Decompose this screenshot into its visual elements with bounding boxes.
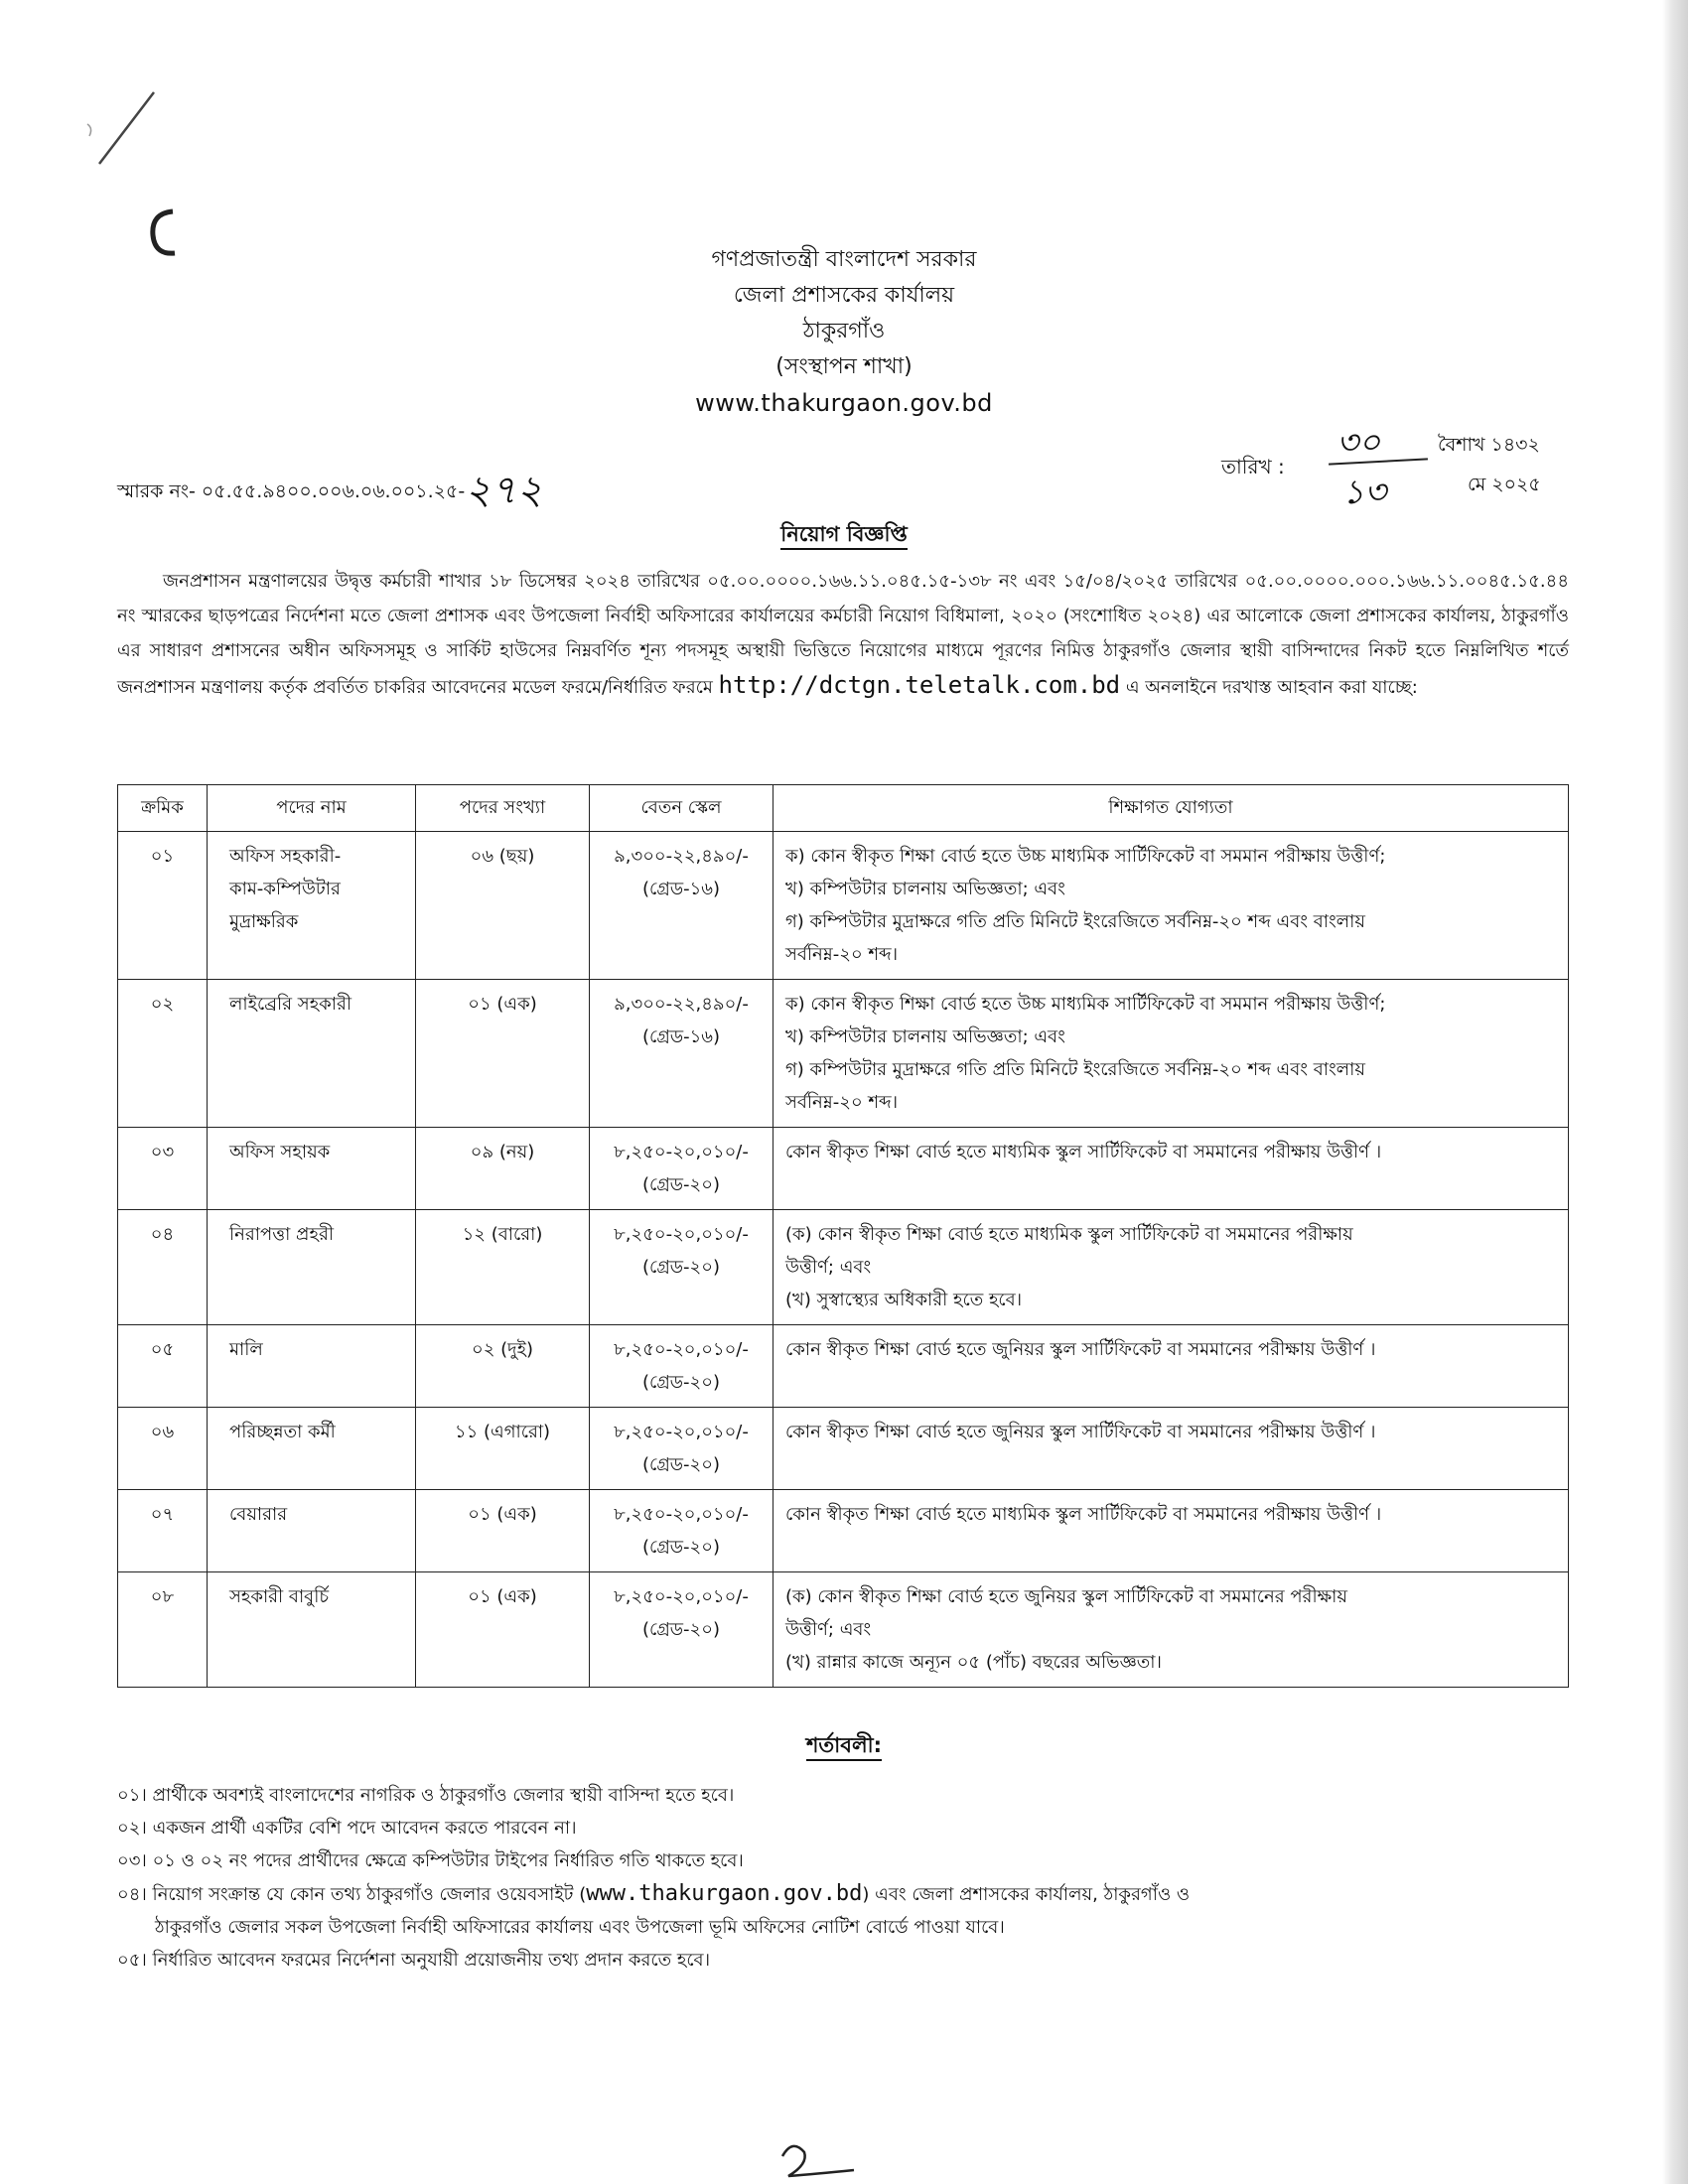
qualification-cell-line: উত্তীর্ণ; এবং bbox=[785, 1257, 872, 1278]
qualification-cell-line: কোন স্বীকৃত শিক্ষা বোর্ড হতে জুনিয়র স্কুল সার্টিফিকেট বা সমমানের পরীক্ষায় উত্তীর্ণ । bbox=[785, 1339, 1376, 1360]
pen-stroke-mark bbox=[79, 84, 169, 184]
pay-scale-cell-line: ৮,২৫০-২০,০১০/- bbox=[614, 1586, 749, 1607]
office-name: জেলা প্রশাসকের কার্যালয় bbox=[733, 283, 955, 308]
pay-scale-cell bbox=[590, 1408, 774, 1490]
pay-scale-cell-line: ৮,২৫০-২০,০১০/- bbox=[614, 1504, 749, 1525]
pay-scale-cell-line: (গ্রেড-২০) bbox=[642, 1454, 720, 1475]
serial-cell bbox=[118, 1325, 208, 1408]
table-header-row bbox=[118, 785, 1569, 832]
header-qualification: শিক্ষাগত যোগ্যতা bbox=[774, 785, 1569, 832]
signature-mark bbox=[774, 2134, 864, 2184]
table-row bbox=[118, 1128, 1569, 1210]
header-serial: ক্রমিক bbox=[118, 785, 208, 832]
qualification-cell bbox=[774, 1490, 1569, 1572]
conditions-title-text: শর্তাবলী: bbox=[806, 1733, 882, 1761]
qualification-cell-line: (ক) কোন স্বীকৃত শিক্ষা বোর্ড হতে জুনিয়র স্কুল সার্টিফিকেট বা সমমানের পরীক্ষায় bbox=[785, 1586, 1348, 1607]
post-count-cell-text: ১১ (এগারো) bbox=[454, 1422, 551, 1442]
qualification-cell-line: খ) কম্পিউটার চালনায় অভিজ্ঞতা; এবং bbox=[785, 879, 1065, 899]
serial-cell bbox=[118, 1210, 208, 1325]
pay-scale-cell-line: ৮,২৫০-২০,০১০/- bbox=[614, 1224, 749, 1245]
qualification-cell-line: (খ) সুস্বাস্থ্যের অধিকারী হতে হবে। bbox=[785, 1290, 1023, 1310]
serial-cell bbox=[118, 1572, 208, 1688]
district-name: ঠাকুরগাঁও bbox=[802, 319, 886, 343]
qualification-cell bbox=[774, 980, 1569, 1128]
post-count-cell-text: ০১ (এক) bbox=[468, 1504, 537, 1525]
memo-label: স্মারক নং- ০৫.৫৫.৯৪০০.০০৬.০৬.০০১.২৫- bbox=[117, 480, 466, 502]
qualification-cell bbox=[774, 1325, 1569, 1408]
government-name: গণপ্রজাতন্ত্রী বাংলাদেশ সরকার bbox=[711, 247, 977, 272]
post-name-cell-line: পরিচ্ছন্নতা কর্মী bbox=[229, 1422, 336, 1442]
post-count-cell bbox=[416, 1408, 590, 1490]
condition-item: ০২। একজন প্রার্থী একটির বেশি পদে আবেদন করতে পারবেন না। bbox=[117, 1818, 577, 1839]
qualification-cell-line: গ) কম্পিউটার মুদ্রাক্ষরে গতি প্রতি মিনিটে ইংরেজিতে সর্বনিম্ন-২০ শব্দ এবং বাংলায় bbox=[785, 911, 1365, 932]
qualification-cell-line: গ) কম্পিউটার মুদ্রাক্ষরে গতি প্রতি মিনিটে ইংরেজিতে সর্বনিম্ন-২০ শব্দ এবং বাংলায় bbox=[785, 1059, 1365, 1080]
notice-title bbox=[0, 518, 1688, 553]
intro-text-end: এ অনলাইনে দরখাস্ত আহবান করা যাচ্ছে: bbox=[1120, 677, 1418, 698]
pay-scale-cell bbox=[590, 832, 774, 980]
qualification-cell bbox=[774, 832, 1569, 980]
pay-scale-cell bbox=[590, 1572, 774, 1688]
pay-scale-cell-line: (গ্রেড-১৬) bbox=[642, 879, 720, 899]
pay-scale-cell-line: ৮,২৫০-২০,০১০/- bbox=[614, 1339, 749, 1360]
header-scale: বেতন স্কেল bbox=[590, 785, 774, 832]
condition-item: ০৫। নির্ধারিত আবেদন ফরমের নির্দেশনা অনুযায়ী প্রয়োজনীয় তথ্য প্রদান করতে হবে। bbox=[117, 1950, 711, 1971]
serial-cell-text: ০৮ bbox=[150, 1586, 175, 1607]
pay-scale-cell-line: (গ্রেড-১৬) bbox=[642, 1026, 720, 1047]
post-name-cell bbox=[208, 1490, 416, 1572]
table-row bbox=[118, 1325, 1569, 1408]
post-count-cell bbox=[416, 1572, 590, 1688]
pay-scale-cell-line: (গ্রেড-২০) bbox=[642, 1372, 720, 1393]
serial-cell bbox=[118, 1128, 208, 1210]
serial-cell bbox=[118, 1408, 208, 1490]
pay-scale-cell bbox=[590, 1325, 774, 1408]
qualification-cell-line: (ক) কোন স্বীকৃত শিক্ষা বোর্ড হতে মাধ্যমিক স্কুল সার্টিফিকেট বা সমমানের পরীক্ষায় bbox=[785, 1224, 1353, 1245]
post-name-cell-line: মালি bbox=[229, 1339, 263, 1360]
serial-cell bbox=[118, 980, 208, 1128]
post-count-cell bbox=[416, 1325, 590, 1408]
serial-cell-text: ০৪ bbox=[150, 1224, 175, 1245]
post-name-cell-line: লাইব্রেরি সহকারী bbox=[229, 994, 352, 1015]
pay-scale-cell-line: ৯,৩০০-২২,৪৯০/- bbox=[614, 846, 749, 867]
pay-scale-cell bbox=[590, 1210, 774, 1325]
date-block bbox=[1329, 417, 1567, 512]
table-row bbox=[118, 1572, 1569, 1688]
condition-item-continuation: ঠাকুরগাঁও জেলার সকল উপজেলা নির্বাহী অফিসারের কার্যালয় এবং উপজেলা ভূমি অফিসের নোটিশ বোর্ডে পাওয়া যাবে। bbox=[155, 1917, 1005, 1938]
post-name-cell bbox=[208, 1325, 416, 1408]
header-count: পদের সংখ্যা bbox=[416, 785, 590, 832]
qualification-cell bbox=[774, 1408, 1569, 1490]
qualification-cell bbox=[774, 1128, 1569, 1210]
office-website[interactable]: www.thakurgaon.gov.bd bbox=[695, 389, 993, 417]
header-post: পদের নাম bbox=[208, 785, 416, 832]
qualification-cell bbox=[774, 1572, 1569, 1688]
memo-handwritten-number: ২৭২ bbox=[465, 468, 543, 513]
conditions-list bbox=[117, 1779, 1569, 1977]
post-name-cell-line: নিরাপত্তা প্রহরী bbox=[229, 1224, 334, 1245]
qualification-cell-line: কোন স্বীকৃত শিক্ষা বোর্ড হতে মাধ্যমিক স্কুল সার্টিফিকেট বা সমমানের পরীক্ষায় উত্তীর্ণ । bbox=[785, 1142, 1382, 1162]
post-name-cell bbox=[208, 1128, 416, 1210]
qualification-cell-line: ক) কোন স্বীকৃত শিক্ষা বোর্ড হতে উচ্চ মাধ্যমিক সার্টিফিকেট বা সমমান পরীক্ষায় উত্তীর্ণ; bbox=[785, 994, 1386, 1015]
notice-title-text: নিয়োগ বিজ্ঞপ্তি bbox=[780, 522, 908, 550]
post-name-cell-line: মুদ্রাক্ষরিক bbox=[229, 911, 299, 932]
post-count-cell bbox=[416, 1210, 590, 1325]
post-count-cell-text: ০১ (এক) bbox=[468, 994, 537, 1015]
vacancy-table bbox=[117, 784, 1569, 1688]
post-count-cell-text: ১২ (বারো) bbox=[462, 1224, 543, 1245]
post-name-cell bbox=[208, 1210, 416, 1325]
post-count-cell-text: ০৬ (ছয়) bbox=[470, 846, 535, 867]
condition-4-text-end: ) এবং জেলা প্রশাসকের কার্যালয়, ঠাকুরগাঁও ও bbox=[862, 1884, 1191, 1905]
qualification-cell-line: কোন স্বীকৃত শিক্ষা বোর্ড হতে জুনিয়র স্কুল সার্টিফিকেট বা সমমানের পরীক্ষায় উত্তীর্ণ । bbox=[785, 1422, 1376, 1442]
intro-text: জনপ্রশাসন মন্ত্রণালয়ের উদ্বৃত্ত কর্মচারী শাখার ১৮ ডিসেম্বর ২০২৪ তারিখের ০৫.০০.০০০০.১৬৬.১১.০৪৫.১৫-১৩৮ নং এবং ১৫/০৪/২০২৫ তারিখের ০৫.০০.০০০০.০০০.১৬৬.১১.০০৪৫.১৫.৪৪ নং স্মারকের ছাড়পত্রের নির্দেশনা মতে জেলা প্রশাসক এবং উপজেলা নির্বাহী অফিসারের কার্যালয়ের কর্মচারী নিয়োগ বিধিমালা, ২০২০ (সংশোধিত ২০২৪) এর আলোকে জেলা প্রশাসকের কার্যালয়, ঠাকুরগাঁও এর সাধারণ প্রশাসনের অধীন অফিসসমূহ ও সার্কিট হাউসের নিম্নবর্ণিত শূন্য পদসমূহ অস্থায়ী ভিত্তিতে নিয়োগের মাধ্যমে পূরণের নিমিত্ত ঠাকুরগাঁও জেলার স্থায়ী বাসিন্দাদের নিকট হতে নিম্নলিখিত শর্তে জনপ্রশাসন মন্ত্রণালয় কর্তৃক প্রবর্তিত চাকরির আবেদনের মডেল ফরমে/নির্ধারিত ফরমে bbox=[117, 571, 1569, 698]
english-month-year: মে ২০২৫ bbox=[1468, 474, 1541, 495]
qualification-cell-line: (খ) রান্নার কাজে অন্যূন ০৫ (পাঁচ) বছরের অভিজ্ঞতা। bbox=[785, 1652, 1162, 1673]
pay-scale-cell bbox=[590, 980, 774, 1128]
post-count-cell-text: ০২ (দুই) bbox=[472, 1339, 533, 1360]
post-name-cell-line: অফিস সহকারী- bbox=[229, 846, 342, 867]
district-website-link[interactable]: www.thakurgaon.gov.bd bbox=[586, 1881, 863, 1906]
condition-item: ০১। প্রার্থীকে অবশ্যই বাংলাদেশের নাগরিক ও ঠাকুরগাঁও জেলার স্থায়ী বাসিন্দা হতে হবে। bbox=[117, 1785, 735, 1806]
table-row bbox=[118, 1408, 1569, 1490]
memo-number bbox=[117, 459, 542, 525]
application-url[interactable]: http://dctgn.teletalk.com.bd bbox=[718, 671, 1121, 699]
english-day: ১৩ bbox=[1342, 473, 1387, 512]
post-count-cell bbox=[416, 1490, 590, 1572]
post-name-cell-line: কাম-কম্পিউটার bbox=[229, 879, 341, 899]
pay-scale-cell-line: (গ্রেড-২০) bbox=[642, 1257, 720, 1278]
qualification-cell-line: কোন স্বীকৃত শিক্ষা বোর্ড হতে মাধ্যমিক স্কুল সার্টিফিকেট বা সমমানের পরীক্ষায় উত্তীর্ণ । bbox=[785, 1504, 1382, 1525]
qualification-cell-line: খ) কম্পিউটার চালনায় অভিজ্ঞতা; এবং bbox=[785, 1026, 1065, 1047]
serial-cell bbox=[118, 1490, 208, 1572]
table-row bbox=[118, 1210, 1569, 1325]
qualification-cell bbox=[774, 1210, 1569, 1325]
conditions-title bbox=[0, 1729, 1688, 1764]
post-name-cell bbox=[208, 1408, 416, 1490]
serial-cell-text: ০১ bbox=[150, 846, 175, 867]
pay-scale-cell-line: ৯,৩০০-২২,৪৯০/- bbox=[614, 994, 749, 1015]
post-count-cell-text: ০৯ (নয়) bbox=[470, 1142, 535, 1162]
qualification-cell-line: সর্বনিম্ন-২০ শব্দ। bbox=[785, 1092, 899, 1113]
table-row bbox=[118, 832, 1569, 980]
table-row bbox=[118, 980, 1569, 1128]
pay-scale-cell-line: ৮,২৫০-২০,০১০/- bbox=[614, 1422, 749, 1442]
qualification-cell-line: সর্বনিম্ন-২০ শব্দ। bbox=[785, 944, 899, 965]
condition-4-text: ০৪। নিয়োগ সংক্রান্ত যে কোন তথ্য ঠাকুরগাঁও জেলার ওয়েবসাইট ( bbox=[117, 1884, 587, 1905]
pay-scale-cell-line: ৮,২৫০-২০,০১০/- bbox=[614, 1142, 749, 1162]
bengali-day: ৩০ bbox=[1336, 423, 1381, 463]
pay-scale-cell-line: (গ্রেড-২০) bbox=[642, 1174, 720, 1195]
serial-cell-text: ০৫ bbox=[150, 1339, 175, 1360]
serial-cell-text: ০৭ bbox=[150, 1504, 175, 1525]
post-count-cell bbox=[416, 832, 590, 980]
post-name-cell-line: অফিস সহায়ক bbox=[229, 1142, 331, 1162]
serial-cell-text: ০২ bbox=[150, 994, 175, 1015]
serial-cell bbox=[118, 832, 208, 980]
post-name-cell-line: সহকারী বাবুর্চি bbox=[229, 1586, 330, 1607]
pay-scale-cell bbox=[590, 1128, 774, 1210]
serial-cell-text: ০৬ bbox=[150, 1422, 175, 1442]
post-count-cell bbox=[416, 1128, 590, 1210]
pay-scale-cell bbox=[590, 1490, 774, 1572]
condition-item bbox=[117, 1877, 1569, 1911]
intro-paragraph bbox=[117, 564, 1569, 705]
date-label: তারিখ : bbox=[1221, 455, 1285, 478]
section-name: (সংস্থাপন শাখা) bbox=[775, 354, 913, 379]
post-name-cell bbox=[208, 980, 416, 1128]
post-count-cell bbox=[416, 980, 590, 1128]
pay-scale-cell-line: (গ্রেড-২০) bbox=[642, 1619, 720, 1640]
post-count-cell-text: ০১ (এক) bbox=[468, 1586, 537, 1607]
post-name-cell bbox=[208, 1572, 416, 1688]
office-header bbox=[0, 242, 1688, 421]
post-name-cell-line: বেয়ারার bbox=[229, 1504, 288, 1525]
table-row bbox=[118, 1490, 1569, 1572]
bengali-month-year: বৈশাখ ১৪৩২ bbox=[1438, 434, 1540, 456]
post-name-cell bbox=[208, 832, 416, 980]
condition-item: ০৩। ০১ ও ০২ নং পদের প্রার্থীদের ক্ষেত্রে কম্পিউটার টাইপের নির্ধারিত গতি থাকতে হবে। bbox=[117, 1850, 744, 1871]
qualification-cell-line: ক) কোন স্বীকৃত শিক্ষা বোর্ড হতে উচ্চ মাধ্যমিক সার্টিফিকেট বা সমমান পরীক্ষায় উত্তীর্ণ; bbox=[785, 846, 1386, 867]
qualification-cell-line: উত্তীর্ণ; এবং bbox=[785, 1619, 872, 1640]
serial-cell-text: ০৩ bbox=[150, 1142, 175, 1162]
pay-scale-cell-line: (গ্রেড-২০) bbox=[642, 1537, 720, 1558]
